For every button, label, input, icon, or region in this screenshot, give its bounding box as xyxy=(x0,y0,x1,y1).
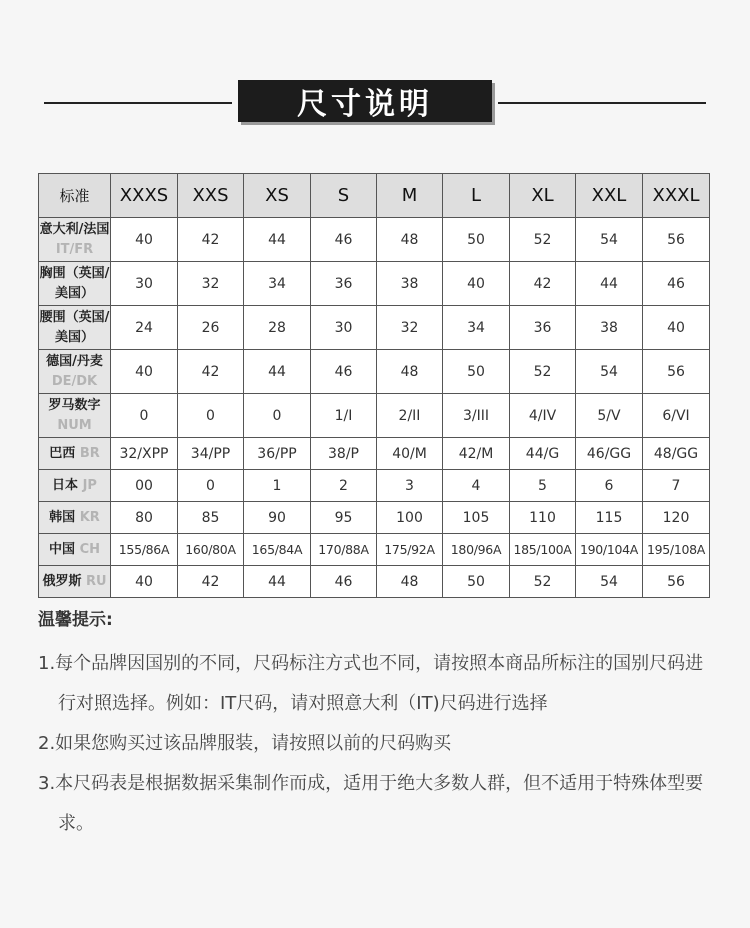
size-value-cell: 48 xyxy=(377,566,443,598)
size-header-cell: L xyxy=(443,174,510,218)
size-row xyxy=(39,438,710,470)
size-value-cell: 46 xyxy=(311,218,377,262)
size-value-cell: 36/PP xyxy=(244,438,311,470)
region-label xyxy=(39,262,111,306)
size-row xyxy=(39,534,710,566)
region-abbr: DE/DK xyxy=(51,373,98,389)
size-value-cell: 0 xyxy=(111,394,178,438)
size-value-cell: 30 xyxy=(111,262,178,306)
region-name: 日本 xyxy=(52,477,79,493)
size-value-cell: 50 xyxy=(443,350,510,394)
region-label xyxy=(39,394,111,438)
size-value-cell: 42 xyxy=(178,218,244,262)
size-value-cell: 36 xyxy=(311,262,377,306)
region-name: 中国 xyxy=(49,541,76,557)
size-value-cell: 50 xyxy=(443,566,510,598)
size-value-cell: 32 xyxy=(377,306,443,350)
size-chart-table xyxy=(38,173,710,598)
size-value-cell: 6 xyxy=(576,470,643,502)
size-row xyxy=(39,262,710,306)
size-value-cell: 110 xyxy=(510,502,576,534)
tips-section xyxy=(38,605,708,844)
size-value-cell: 190/104A xyxy=(576,534,643,566)
size-value-cell: 46/GG xyxy=(576,438,643,470)
region-label xyxy=(39,566,111,598)
size-value-cell: 40 xyxy=(111,350,178,394)
region-label xyxy=(39,218,111,262)
size-value-cell: 56 xyxy=(643,566,710,598)
region-abbr: BR xyxy=(79,445,100,461)
size-value-cell: 90 xyxy=(244,502,311,534)
size-value-cell: 80 xyxy=(111,502,178,534)
size-value-cell: 2/II xyxy=(377,394,443,438)
size-value-cell: 165/84A xyxy=(244,534,311,566)
size-value-cell: 46 xyxy=(311,566,377,598)
size-value-cell: 46 xyxy=(311,350,377,394)
size-value-cell: 44/G xyxy=(510,438,576,470)
size-header-cell: XL xyxy=(510,174,576,218)
size-value-cell: 85 xyxy=(178,502,244,534)
size-value-cell: 175/92A xyxy=(377,534,443,566)
region-name: 腰围（英国/美国） xyxy=(39,309,110,345)
size-value-cell: 5 xyxy=(510,470,576,502)
size-value-cell: 32/XPP xyxy=(111,438,178,470)
size-value-cell: 42 xyxy=(510,262,576,306)
size-value-cell: 56 xyxy=(643,350,710,394)
size-value-cell: 56 xyxy=(643,218,710,262)
tips-title: 温馨提示: xyxy=(38,610,113,630)
size-value-cell: 44 xyxy=(244,350,311,394)
size-value-cell: 54 xyxy=(576,566,643,598)
size-value-cell: 54 xyxy=(576,350,643,394)
size-value-cell: 180/96A xyxy=(443,534,510,566)
region-name: 德国/丹麦 xyxy=(46,353,103,369)
size-row xyxy=(39,350,710,394)
size-value-cell: 34/PP xyxy=(178,438,244,470)
size-header-row xyxy=(39,174,710,218)
size-row xyxy=(39,218,710,262)
size-value-cell: 46 xyxy=(643,262,710,306)
size-value-cell: 34 xyxy=(244,262,311,306)
size-value-cell: 32 xyxy=(178,262,244,306)
size-value-cell: 54 xyxy=(576,218,643,262)
region-abbr: KR xyxy=(79,509,100,525)
region-label xyxy=(39,502,111,534)
size-value-cell: 7 xyxy=(643,470,710,502)
size-header-cell: XXXL xyxy=(643,174,710,218)
size-value-cell: 6/VI xyxy=(643,394,710,438)
size-header-cell: XXXS xyxy=(111,174,178,218)
size-header-cell: XXS xyxy=(178,174,244,218)
size-row xyxy=(39,502,710,534)
size-value-cell: 95 xyxy=(311,502,377,534)
size-value-cell: 50 xyxy=(443,218,510,262)
size-value-cell: 0 xyxy=(178,470,244,502)
title-divider-right xyxy=(498,102,706,104)
region-label xyxy=(39,470,111,502)
size-value-cell: 40 xyxy=(111,218,178,262)
size-value-cell: 40/M xyxy=(377,438,443,470)
size-value-cell: 26 xyxy=(178,306,244,350)
size-value-cell: 2 xyxy=(311,470,377,502)
size-value-cell: 30 xyxy=(311,306,377,350)
size-value-cell: 44 xyxy=(244,566,311,598)
region-name: 罗马数字 xyxy=(48,397,101,413)
size-value-cell: 170/88A xyxy=(311,534,377,566)
size-value-cell: 185/100A xyxy=(510,534,576,566)
size-value-cell: 100 xyxy=(377,502,443,534)
size-value-cell: 52 xyxy=(510,350,576,394)
size-value-cell: 42 xyxy=(178,566,244,598)
size-value-cell: 38 xyxy=(576,306,643,350)
size-value-cell: 3/III xyxy=(443,394,510,438)
size-value-cell: 40 xyxy=(443,262,510,306)
title-divider-left xyxy=(44,102,232,104)
region-abbr: IT/FR xyxy=(55,241,94,257)
tip-item: 3.本尺码表是根据数据采集制作而成，适用于绝大多数人群，但不适用于特殊体型要求。 xyxy=(38,773,704,834)
region-name: 韩国 xyxy=(49,509,76,525)
size-value-cell: 42 xyxy=(178,350,244,394)
size-value-cell: 0 xyxy=(178,394,244,438)
region-abbr: CH xyxy=(79,541,100,557)
size-value-cell: 28 xyxy=(244,306,311,350)
size-header-cell: M xyxy=(377,174,443,218)
region-name: 意大利/法国 xyxy=(39,221,110,237)
size-row xyxy=(39,566,710,598)
size-value-cell: 40 xyxy=(111,566,178,598)
size-value-cell: 115 xyxy=(576,502,643,534)
size-header-cell: S xyxy=(311,174,377,218)
size-value-cell: 4 xyxy=(443,470,510,502)
size-value-cell: 4/IV xyxy=(510,394,576,438)
size-header-cell: XS xyxy=(244,174,311,218)
region-name: 巴西 xyxy=(49,445,76,461)
size-value-cell: 105 xyxy=(443,502,510,534)
header-corner: 标准 xyxy=(39,174,111,218)
region-label xyxy=(39,350,111,394)
size-value-cell: 24 xyxy=(111,306,178,350)
size-value-cell: 160/80A xyxy=(178,534,244,566)
size-row xyxy=(39,394,710,438)
region-name: 胸围（英国/美国） xyxy=(39,265,110,301)
region-abbr: NUM xyxy=(57,417,92,433)
size-value-cell: 48/GG xyxy=(643,438,710,470)
size-value-cell: 120 xyxy=(643,502,710,534)
region-label xyxy=(39,306,111,350)
title-banner xyxy=(0,80,750,124)
size-value-cell: 36 xyxy=(510,306,576,350)
size-value-cell: 00 xyxy=(111,470,178,502)
size-value-cell: 48 xyxy=(377,218,443,262)
size-header-cell: XXL xyxy=(576,174,643,218)
size-value-cell: 1 xyxy=(244,470,311,502)
size-value-cell: 34 xyxy=(443,306,510,350)
region-label xyxy=(39,438,111,470)
size-value-cell: 52 xyxy=(510,218,576,262)
size-row xyxy=(39,306,710,350)
size-value-cell: 0 xyxy=(244,394,311,438)
size-value-cell: 1/I xyxy=(311,394,377,438)
size-value-cell: 48 xyxy=(377,350,443,394)
size-value-cell: 52 xyxy=(510,566,576,598)
tip-item: 1.每个品牌因国别的不同，尺码标注方式也不同，请按照本商品所标注的国别尺码进行对照选择。例如：IT尺码，请对照意大利（IT)尺码进行选择 xyxy=(38,653,704,714)
size-value-cell: 44 xyxy=(576,262,643,306)
size-value-cell: 42/M xyxy=(443,438,510,470)
size-row xyxy=(39,470,710,502)
size-value-cell: 195/108A xyxy=(643,534,710,566)
size-value-cell: 3 xyxy=(377,470,443,502)
size-value-cell: 155/86A xyxy=(111,534,178,566)
region-name: 俄罗斯 xyxy=(42,573,82,589)
size-value-cell: 44 xyxy=(244,218,311,262)
size-value-cell: 5/V xyxy=(576,394,643,438)
size-value-cell: 38 xyxy=(377,262,443,306)
tip-item: 2.如果您购买过该品牌服装，请按照以前的尺码购买 xyxy=(38,733,452,754)
size-value-cell: 38/P xyxy=(311,438,377,470)
region-abbr: RU xyxy=(85,573,107,589)
region-label xyxy=(39,534,111,566)
size-value-cell: 40 xyxy=(643,306,710,350)
page-title: 尺寸说明 xyxy=(238,80,492,122)
size-table-body xyxy=(39,218,710,598)
region-abbr: JP xyxy=(82,477,97,493)
